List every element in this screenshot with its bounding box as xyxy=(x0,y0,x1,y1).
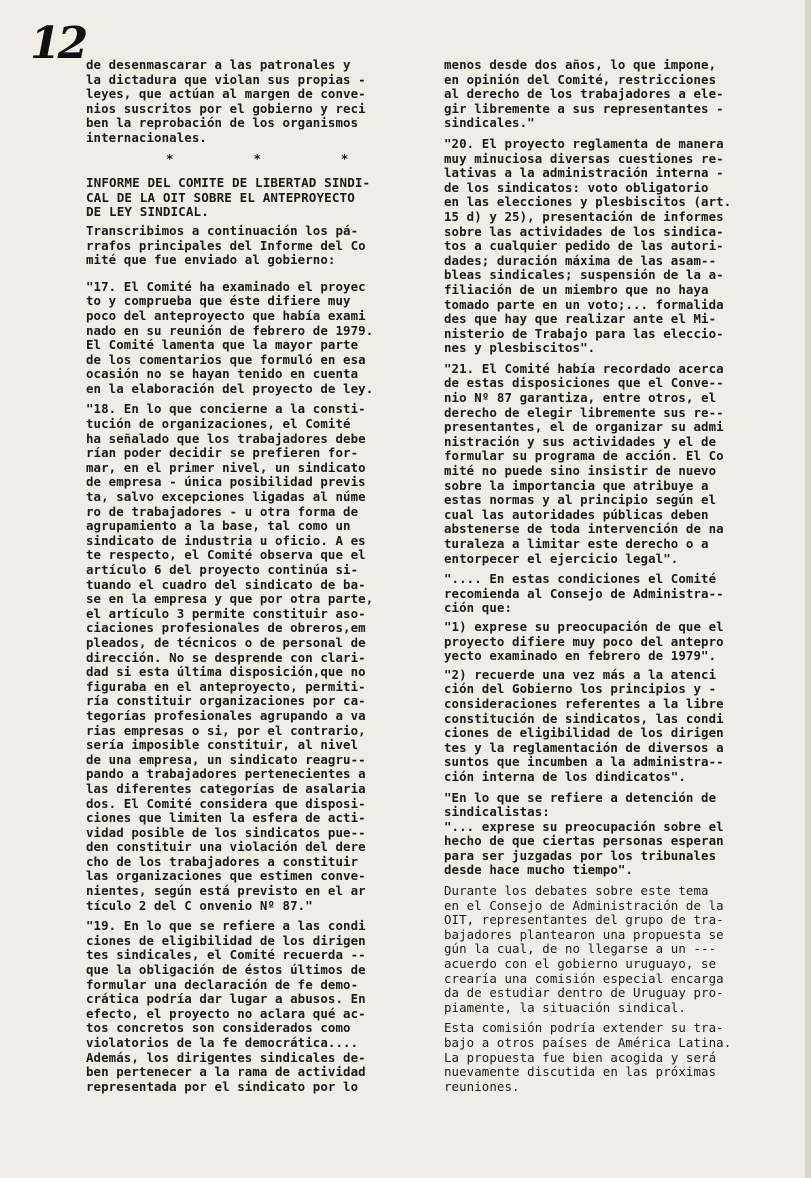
right-column xyxy=(444,58,780,1100)
paragraph-19: "19. En lo que se refiere a las condi ciones de eligibilidad de los dirigen tes sindicales, el Comité recuerda -- que la obligación de éstos últimos de formular una declaración de fe demo- crática podría dar lugar a abusos. En efecto, el proyecto no aclara qué ac- tos concretos son considerados como violatorios de la fe democrática.... Además, los dirigentes sindicales de- ben pertenecer a la rama de actividad representada por el sindicato por lo xyxy=(86,918,366,1094)
detention-paragraph: "En lo que se refiere a detención de sindicalistas: "... exprese su preocupación sobre el hecho de que ciertas personas esperan para ser juzgadas por los tribunales desde hace mucho tiempo". xyxy=(444,789,724,878)
paragraph-17: "17. El Comité ha examinado el proyec to y comprueba que éste difiere muy poco del anteproyecto que había exami nado en su reunión de febrero de 1979. El Comité lamenta que la mayor parte de los comentarios que formuló en esa ocasión no se hayan tenido en cuenta en la elaboración del proyecto de ley. xyxy=(86,278,374,396)
section-stars: *** xyxy=(166,150,429,166)
paragraph-18: "18. En lo que concierne a la consti- tución de organizaciones, el Comité ha señalado que los trabajadores debe rían poder decidir se prefieren for- mar, en el primer nivel, un sindicato de empresa - única posibilidad previs ta, salvo excepciones ligadas al núme ro de trabajadores - u otra forma de agrupamiento a la base, tal como un sindicato de industria u oficio. A es te respecto, el Comité observa que el artículo 6 del proyecto continúa si- tuando el cuadro del sindicato de ba- se en la empresa y que por otra parte, el artículo 3 permite constituir aso- ciaciones profesionales de obreros,em pleados, de técnicos o de personal de dirección. No se desprende con clari- dad si esta última disposición,que no figuraba en el anteproyecto, permiti- ría constituir organizaciones por ca- tegorías profesionales agrupando a va rias empresas o si, por el contrario, sería imposible constituir, al nivel de una empresa, un sindicato reagru-- pando a trabajadores pertenecientes a las diferentes categorías de asalaria dos. El Comité considera que disposi- ciones que limiten la esfera de acti- vidad posible de los sindicatos pue-- den constituir una violación del dere cho de los trabajadores a constituir las organizaciones que estimen conve- nientes, según está previsto en el ar tículo 2 del C onvenio Nº 87." xyxy=(86,401,374,913)
section-heading: INFORME DEL COMITE DE LIBERTAD SINDI- CAL DE LA OIT SOBRE EL ANTEPROYECTO DE LEY SINDICAL. xyxy=(86,175,371,220)
left-column xyxy=(86,57,429,1100)
paragraph-20: "20. El proyecto reglamenta de manera muy minuciosa diversas cuestiones re- lativas a la administración interna - de los sindicatos: voto obligatorio en las elecciones y plesbiscitos (art. 15 d) y 25), presentación de informes sobre las actividades de los sindica- tos a cualquier pedido de las autori- dades; duración máxima de las asam-- bleas sindicales; suspensión de la a- filiación de un miembro que no haya tomado parte en un voto;... formalida des que hay que realizar ante el Mi- nisterio de Trabajo para las eleccio- nes y plesbiscitos". xyxy=(444,135,732,356)
page-edge xyxy=(805,0,811,1178)
closing-paragraph: Esta comisión podría extender su tra- bajo a otros países de América Latina. La propuesta fue bien acogida y será nuevamente discutida en las próximas reuniones. xyxy=(444,1020,732,1094)
paragraph-19-continued: menos desde dos años, lo que impone, en opinión del Comité, restricciones al derecho de los trabajadores a ele- gir libremente a sus representantes - sindicales." xyxy=(444,57,724,131)
transcribe-paragraph: Transcribimos a continuación los pá- rrafos principales del Informe del Co mité que fue enviado al gobierno: xyxy=(86,222,366,268)
recommendation-1: "1) exprese su preocupación de que el proyecto difiere muy poco del antepro yecto examinado en febrero de 1979". xyxy=(444,618,724,664)
intro-paragraph: de desenmascarar a las patronales y la dictadura que violan sus propias - leyes, que actúan al margen de conve- nios suscritos por el gobierno y reci ben la reprobación de los organismos internacionales. xyxy=(86,57,366,145)
page-number: 12 xyxy=(30,18,86,69)
debates-paragraph: Durante los debates sobre este tema en el Consejo de Administración de la OIT, representantes del grupo de tra- bajadores plantearon una propuesta se gún la cual, de no llegarse a un --- acuerdo con el gobierno uruguayo, se crearía una comisión especial encarga da de estudiar dentro de Uruguay pro- piamente, la situación sindical. xyxy=(444,883,724,1015)
recommendation-2: "2) recuerde una vez más a la atenci ción del Gobierno los principios y - consideraciones referentes a la libre constitución de sindicatos, las condi ciones de eligibilidad de los dirigen tes y la reglamentación de diversos a suntos que incumben a la administra-- ción interna de los dindicatos". xyxy=(444,666,724,784)
recommendation-intro: ".... En estas condiciones el Comité recomienda al Consejo de Administra-- ción que: xyxy=(444,571,724,616)
paragraph-21: "21. El Comité había recordado acerca de estas disposiciones que el Conve-- nio Nº 87 garantiza, entre otros, el derecho de elegir libremente sus re-- presentantes, el de organizar su admi nistración y sus actividades y el de formular su programa de acción. El Co mité no puede sino insistir de nuevo sobre la importancia que atribuye a estas normas y al principio según el cual las autoridades públicas deben abstenerse de toda intervención de na turaleza a limitar este derecho o a entorpecer el ejercicio legal". xyxy=(444,360,724,566)
